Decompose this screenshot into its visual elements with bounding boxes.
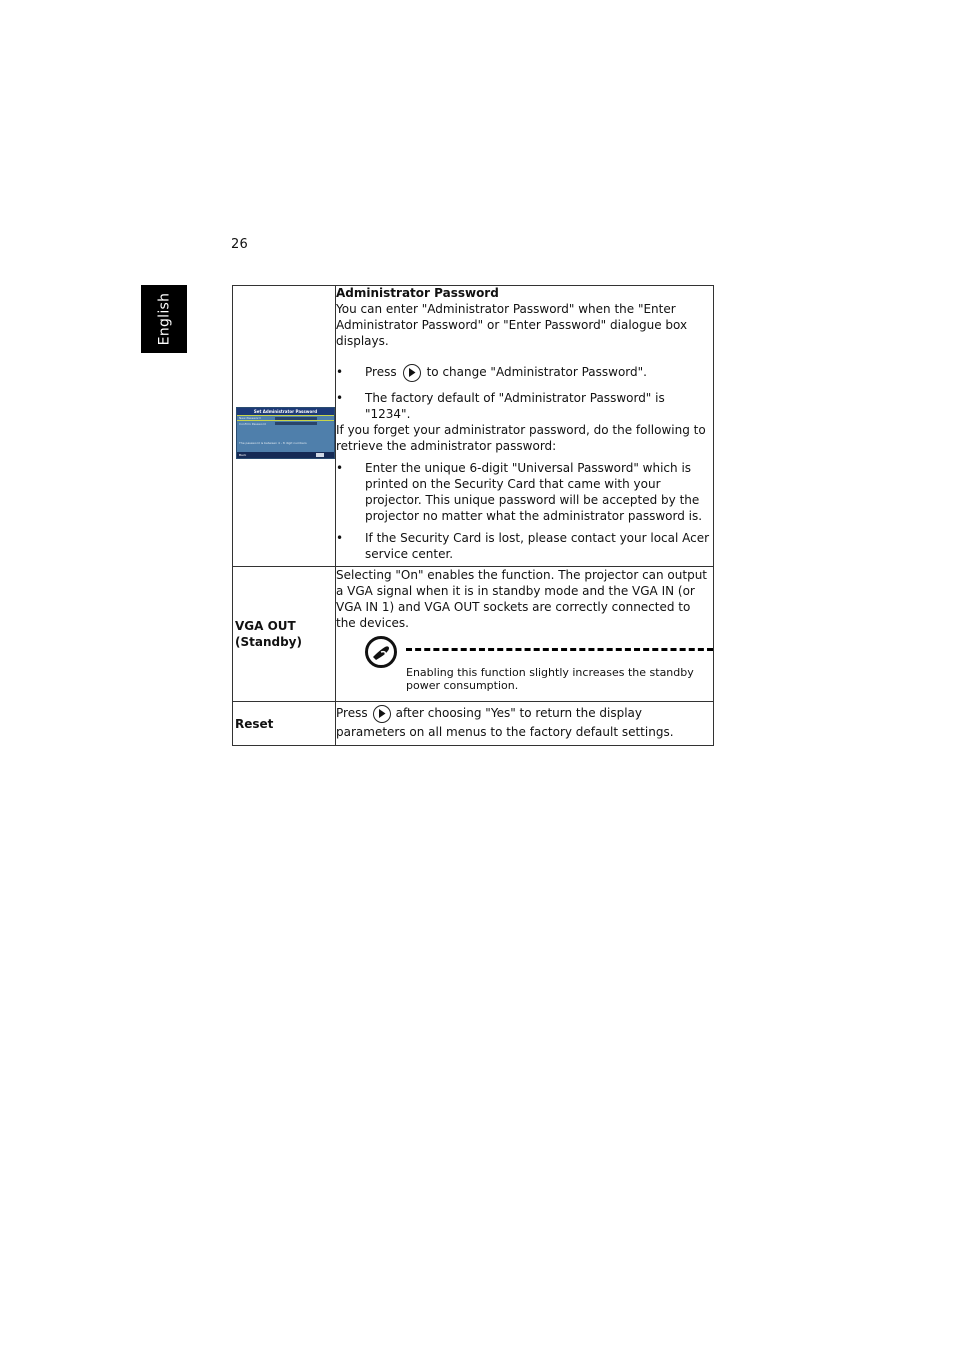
reset-label: Reset — [233, 702, 336, 746]
admin-title: Administrator Password — [336, 286, 499, 300]
table-row-vga-out — [233, 567, 714, 702]
admin-bullet-press — [336, 363, 713, 382]
vga-out-text: Selecting "On" enables the function. The projector can output a VGA signal when it is in standby mode and the VGA IN (or VGA IN 1) and VGA OUT sockets are correctly connected to the devices. — [336, 568, 708, 630]
admin-bullet-lost: • If the Security Card is lost, please contact your local Acer service center. — [336, 530, 713, 562]
bullet-text: to change "Administrator Password". — [426, 365, 647, 379]
table-row-reset — [233, 702, 714, 746]
right-arrow-circle-icon — [373, 705, 391, 723]
admin-bullet-default: • The factory default of "Administrator Password" is "1234". — [336, 390, 713, 422]
osd-ok-icon — [316, 453, 324, 457]
osd-note: The password is between 4 - 8 digit numbers — [239, 441, 307, 445]
vga-out-label — [233, 567, 336, 702]
admin-description-cell — [336, 286, 714, 567]
admin-screenshot-cell — [233, 286, 336, 567]
vga-out-description-cell — [336, 567, 714, 702]
osd-field — [275, 417, 317, 420]
osd-field — [275, 422, 317, 425]
note-block — [336, 631, 713, 701]
osd-screenshot — [236, 407, 335, 459]
page-number: 26 — [231, 237, 248, 252]
vga-out-label-line1: VGA OUT — [235, 619, 296, 633]
note-text: Enabling this function slightly increases the standby power consumption. — [406, 666, 694, 692]
osd-row-label: New Password — [239, 416, 261, 420]
language-tab — [141, 285, 187, 353]
language-tab-label: English — [156, 292, 172, 346]
osd-footer-label: Back — [239, 453, 247, 457]
reset-text-post: after choosing "Yes" to return the display parameters on all menus to the factory default settings. — [336, 706, 674, 739]
reset-text-pre: Press — [336, 706, 368, 720]
acer-note-icon — [364, 635, 398, 673]
bullet-text: Press — [365, 365, 397, 379]
right-arrow-circle-icon — [403, 364, 421, 382]
osd-row-label: Confirm Password — [239, 422, 266, 426]
reset-description-cell — [336, 702, 714, 746]
admin-intro: You can enter "Administrator Password" when the "Enter Administrator Password" or "Enter Password" dialogue box displays. — [336, 302, 688, 348]
table-row-admin-password — [233, 286, 714, 567]
vga-out-label-line2: (Standby) — [235, 635, 302, 649]
note-divider — [406, 648, 713, 651]
osd-footer — [237, 452, 334, 458]
admin-forget: If you forget your administrator password, do the following to retrieve the administrator password: — [336, 422, 706, 453]
osd-title: Set Administrator Password — [237, 408, 334, 415]
osd-row-confirm-password — [237, 421, 334, 427]
admin-bullet-universal: • Enter the unique 6-digit "Universal Password" which is printed on the Security Card that came with your projector. This unique password will be accepted by the projector no matter what the administrator password is. — [336, 460, 713, 524]
settings-table — [232, 285, 714, 746]
